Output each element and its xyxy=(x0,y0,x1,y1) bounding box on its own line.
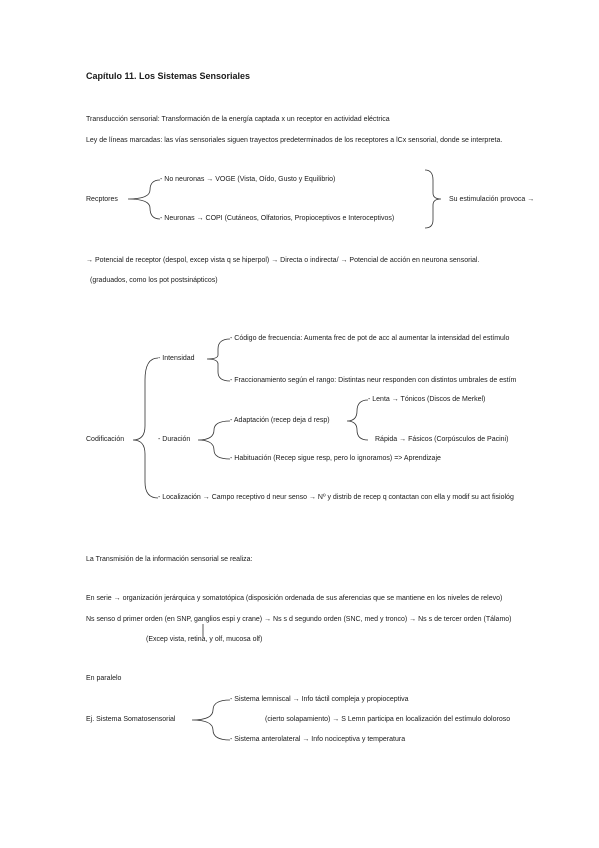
codificacion-localizacion: - Localización → Campo receptivo d neur senso → Nº y distrib de recep q contactan con ella y modif su act fisiológ xyxy=(158,494,514,501)
receptores-result: Su estimulación provoca → xyxy=(449,196,535,203)
codificacion-bracket xyxy=(133,358,158,498)
transmision-excep: (Excep vista, retina, y olf, mucosa olf) xyxy=(146,636,263,643)
adaptacion-bracket xyxy=(347,400,368,440)
receptores-root-label: Recptores xyxy=(86,196,118,203)
fraccionamiento-rango: - Fraccionamiento según el rango: Distintas neur responden con distintos umbrales de estím xyxy=(230,377,517,384)
receptores-right-brace xyxy=(425,170,441,228)
somatosensorial-bracket xyxy=(192,700,230,740)
transmision-en-serie: En serie → organización jerárquica y somatotópica (disposición ordenada de sus aferencias que se mantiene en los niveles de relevo) xyxy=(86,595,503,602)
codificacion-duracion: - Duración xyxy=(158,436,191,443)
sistema-anterolateral: - Sistema anterolateral → Info nociceptiva y temperatura xyxy=(230,736,406,743)
transduccion-definition: Transducción sensorial: Transformación de la energía captada x un receptor en actividad eléctrica xyxy=(86,116,390,123)
chapter-title: Capítulo 11. Los Sistemas Sensoriales xyxy=(86,71,251,81)
intensidad-bracket xyxy=(207,339,230,381)
duracion-bracket xyxy=(198,421,230,459)
receptores-bracket xyxy=(128,180,160,219)
somatosensorial-root-label: Ej. Sistema Somatosensorial xyxy=(86,716,176,723)
adaptacion: - Adaptación (recep deja d resp) xyxy=(230,417,330,424)
transmision-heading: La Transmisión de la información sensorial se realiza: xyxy=(86,556,253,563)
adaptacion-rapida: Rápida → Fásicos (Corpúsculos de Pacini) xyxy=(375,436,509,443)
transmision-en-paralelo: En paralelo xyxy=(86,675,122,682)
codificacion-root-label: Codificación xyxy=(86,436,125,443)
potencial-line-1: → Potencial de receptor (despol, excep vista q se hiperpol) → Directa o indirecta/ → Potencial de acción en neurona sensorial. xyxy=(86,257,480,264)
sistema-lemniscal: - Sistema lemniscal → Info táctil compleja y propioceptiva xyxy=(230,696,409,703)
transmision-orden: Ns senso d primer orden (en SNP, ganglios espi y crane) → Ns s d segundo orden (SNC, med y tronco) → Ns s de tercer orden (Tálamo) xyxy=(86,616,512,623)
habituacion: - Habituación (Recep sigue resp, pero lo ignoramos) => Aprendizaje xyxy=(230,455,441,462)
receptores-branch-neuronas: - Neuronas → COPI (Cutáneos, Olfatorios, Propioceptivos e Interoceptivos) xyxy=(160,215,395,222)
solapamiento-note: (cierto solapamiento) → S Lemn participa en localización del estímulo doloroso xyxy=(265,716,511,723)
adaptacion-lenta: - Lenta → Tónicos (Discos de Merkel) xyxy=(368,396,486,403)
codigo-frecuencia: - Código de frecuencia: Aumenta frec de pot de acc al aumentar la intensidad del estímulo xyxy=(230,335,510,342)
ley-lineas-definition: Ley de líneas marcadas: las vías sensoriales siguen trayectos predeterminados de los receptores a lCx sensorial, donde se interpreta. xyxy=(86,137,503,144)
codificacion-intensidad: - Intensidad xyxy=(158,355,195,362)
potencial-line-2: (graduados, como los pot postsinápticos) xyxy=(90,277,218,284)
receptores-branch-no-neuronas: - No neuronas → VOGE (Vista, Oído, Gusto y Equilibrio) xyxy=(160,176,336,183)
